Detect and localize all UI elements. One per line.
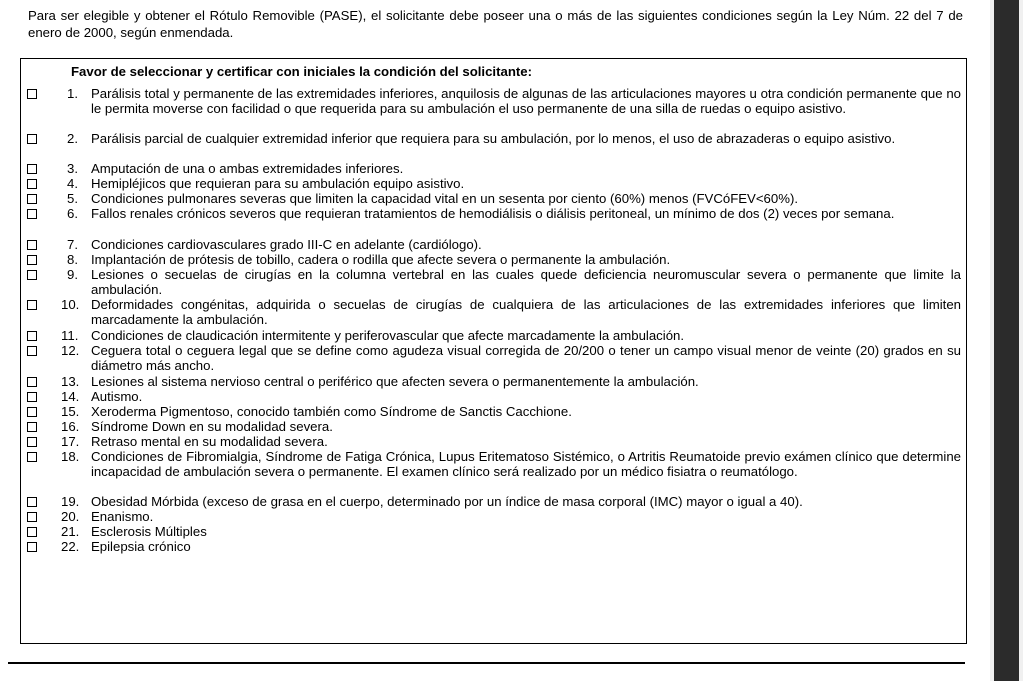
intro-paragraph: Para ser elegible y obtener el Rótulo Removible (PASE), el solicitante debe poseer una o más de las siguientes condiciones según la Ley Núm. 22 del 7 de enero de 2000, según enmendada. [28, 8, 963, 40]
item-text: Condiciones pulmonares severas que limiten la capacidad vital en un sesenta por ciento (60%) menos (FVCóFEV<60%). [91, 191, 798, 206]
item-text: Autismo. [91, 389, 143, 404]
item-text: Condiciones de claudicación intermitente y periferovascular que afecte marcadamente la ambulación. [91, 328, 685, 343]
item-text: Retraso mental en su modalidad severa. [91, 434, 328, 449]
condition-checkbox[interactable] [27, 497, 37, 507]
item-text: Lesiones o secuelas de cirugías en la columna vertebral en las cuales quede deficiencia neuromuscular severa o permanente que limite la ambulación. [91, 267, 961, 297]
bottom-rule [8, 662, 965, 664]
item-number: 15. [61, 404, 80, 419]
condition-checkbox[interactable] [27, 134, 37, 144]
condition-checkbox[interactable] [27, 270, 37, 280]
item-text: Enanismo. [91, 509, 154, 524]
item-text: Lesiones al sistema nervioso central o periférico que afecten severa o permanentemente la ambulación. [91, 374, 699, 389]
condition-checkbox[interactable] [27, 542, 37, 552]
item-number: 22. [61, 539, 80, 554]
condition-checkbox[interactable] [27, 392, 37, 402]
condition-checkbox[interactable] [27, 331, 37, 341]
item-number: 1. [67, 86, 78, 101]
item-number: 6. [67, 206, 78, 221]
item-text: Condiciones cardiovasculares grado III-C en adelante (cardiólogo). [91, 237, 482, 252]
condition-checkbox[interactable] [27, 255, 37, 265]
item-text: Hemipléjicos que requieran para su ambulación equipo asistivo. [91, 176, 465, 191]
item-number: 13. [61, 374, 80, 389]
item-number: 3. [67, 161, 78, 176]
item-number: 8. [67, 252, 78, 267]
condition-checkbox[interactable] [27, 527, 37, 537]
condition-checkbox[interactable] [27, 377, 37, 387]
conditions-box [20, 58, 967, 644]
condition-checkbox[interactable] [27, 422, 37, 432]
condition-checkbox[interactable] [27, 452, 37, 462]
item-number: 18. [61, 449, 80, 464]
condition-checkbox[interactable] [27, 164, 37, 174]
item-number: 12. [61, 343, 80, 358]
condition-checkbox[interactable] [27, 209, 37, 219]
box-title: Favor de seleccionar y certificar con iniciales la condición del solicitante: [71, 64, 532, 79]
item-number: 10. [61, 297, 80, 312]
item-text: Deformidades congénitas, adquirida o secuelas de cirugías de cualquiera de las articulaciones de las extremidades inferiores que limiten marcadamente la ambulación. [91, 297, 961, 327]
item-text: Xeroderma Pigmentoso, conocido también como Síndrome de Sanctis Cacchione. [91, 404, 572, 419]
scrollbar-thumb[interactable] [994, 0, 1019, 681]
item-text: Fallos renales crónicos severos que requieran tratamientos de hemodiálisis o diálisis peritoneal, un mínimo de dos (2) veces por semana. [91, 206, 895, 221]
item-number: 5. [67, 191, 78, 206]
item-text: Parálisis parcial de cualquier extremidad inferior que requiera para su ambulación, por lo menos, el uso de abrazaderas o equipo asistivo. [91, 131, 896, 146]
item-text: Amputación de una o ambas extremidades inferiores. [91, 161, 404, 176]
item-number: 16. [61, 419, 80, 434]
item-number: 7. [67, 237, 78, 252]
condition-checkbox[interactable] [27, 300, 37, 310]
item-number: 19. [61, 494, 80, 509]
item-text: Implantación de prótesis de tobillo, cadera o rodilla que afecte severa o permanente la ambulación. [91, 252, 671, 267]
vertical-scrollbar[interactable] [990, 0, 1023, 681]
item-number: 20. [61, 509, 80, 524]
condition-checkbox[interactable] [27, 89, 37, 99]
item-text: Ceguera total o ceguera legal que se define como agudeza visual corregida de 20/200 o tener un campo visual menor de veinte (20) grados en su diámetro más ancho. [91, 343, 961, 373]
condition-checkbox[interactable] [27, 194, 37, 204]
item-text: Esclerosis Múltiples [91, 524, 207, 539]
item-number: 2. [67, 131, 78, 146]
item-number: 4. [67, 176, 78, 191]
condition-checkbox[interactable] [27, 179, 37, 189]
condition-checkbox[interactable] [27, 437, 37, 447]
item-number: 14. [61, 389, 80, 404]
condition-checkbox[interactable] [27, 512, 37, 522]
item-number: 21. [61, 524, 80, 539]
condition-checkbox[interactable] [27, 240, 37, 250]
item-text: Síndrome Down en su modalidad severa. [91, 419, 333, 434]
item-text: Condiciones de Fibromialgia, Síndrome de Fatiga Crónica, Lupus Eritematoso Sistémico, o Artritis Reumatoide previo exámen clínico que determine incapacidad de ambulación severa o permanente. El examen clínico será realizado por un médico fisiatra o reumatólogo. [91, 449, 961, 479]
item-text: Obesidad Mórbida (exceso de grasa en el cuerpo, determinado por un índice de masa corporal (IMC) mayor o igual a 40). [91, 494, 803, 509]
item-text: Parálisis total y permanente de las extremidades inferiores, anquilosis de algunas de las articulaciones mayores u otra condición permanente que no le permita moverse con facilidad o que requerida para su ambulación el uso permanente de una silla de ruedas o equipo asistivo. [91, 86, 961, 116]
item-text: Epilepsia crónico [91, 539, 191, 554]
condition-checkbox[interactable] [27, 407, 37, 417]
condition-checkbox[interactable] [27, 346, 37, 356]
item-number: 9. [67, 267, 78, 282]
item-number: 17. [61, 434, 80, 449]
item-number: 11. [61, 328, 79, 343]
